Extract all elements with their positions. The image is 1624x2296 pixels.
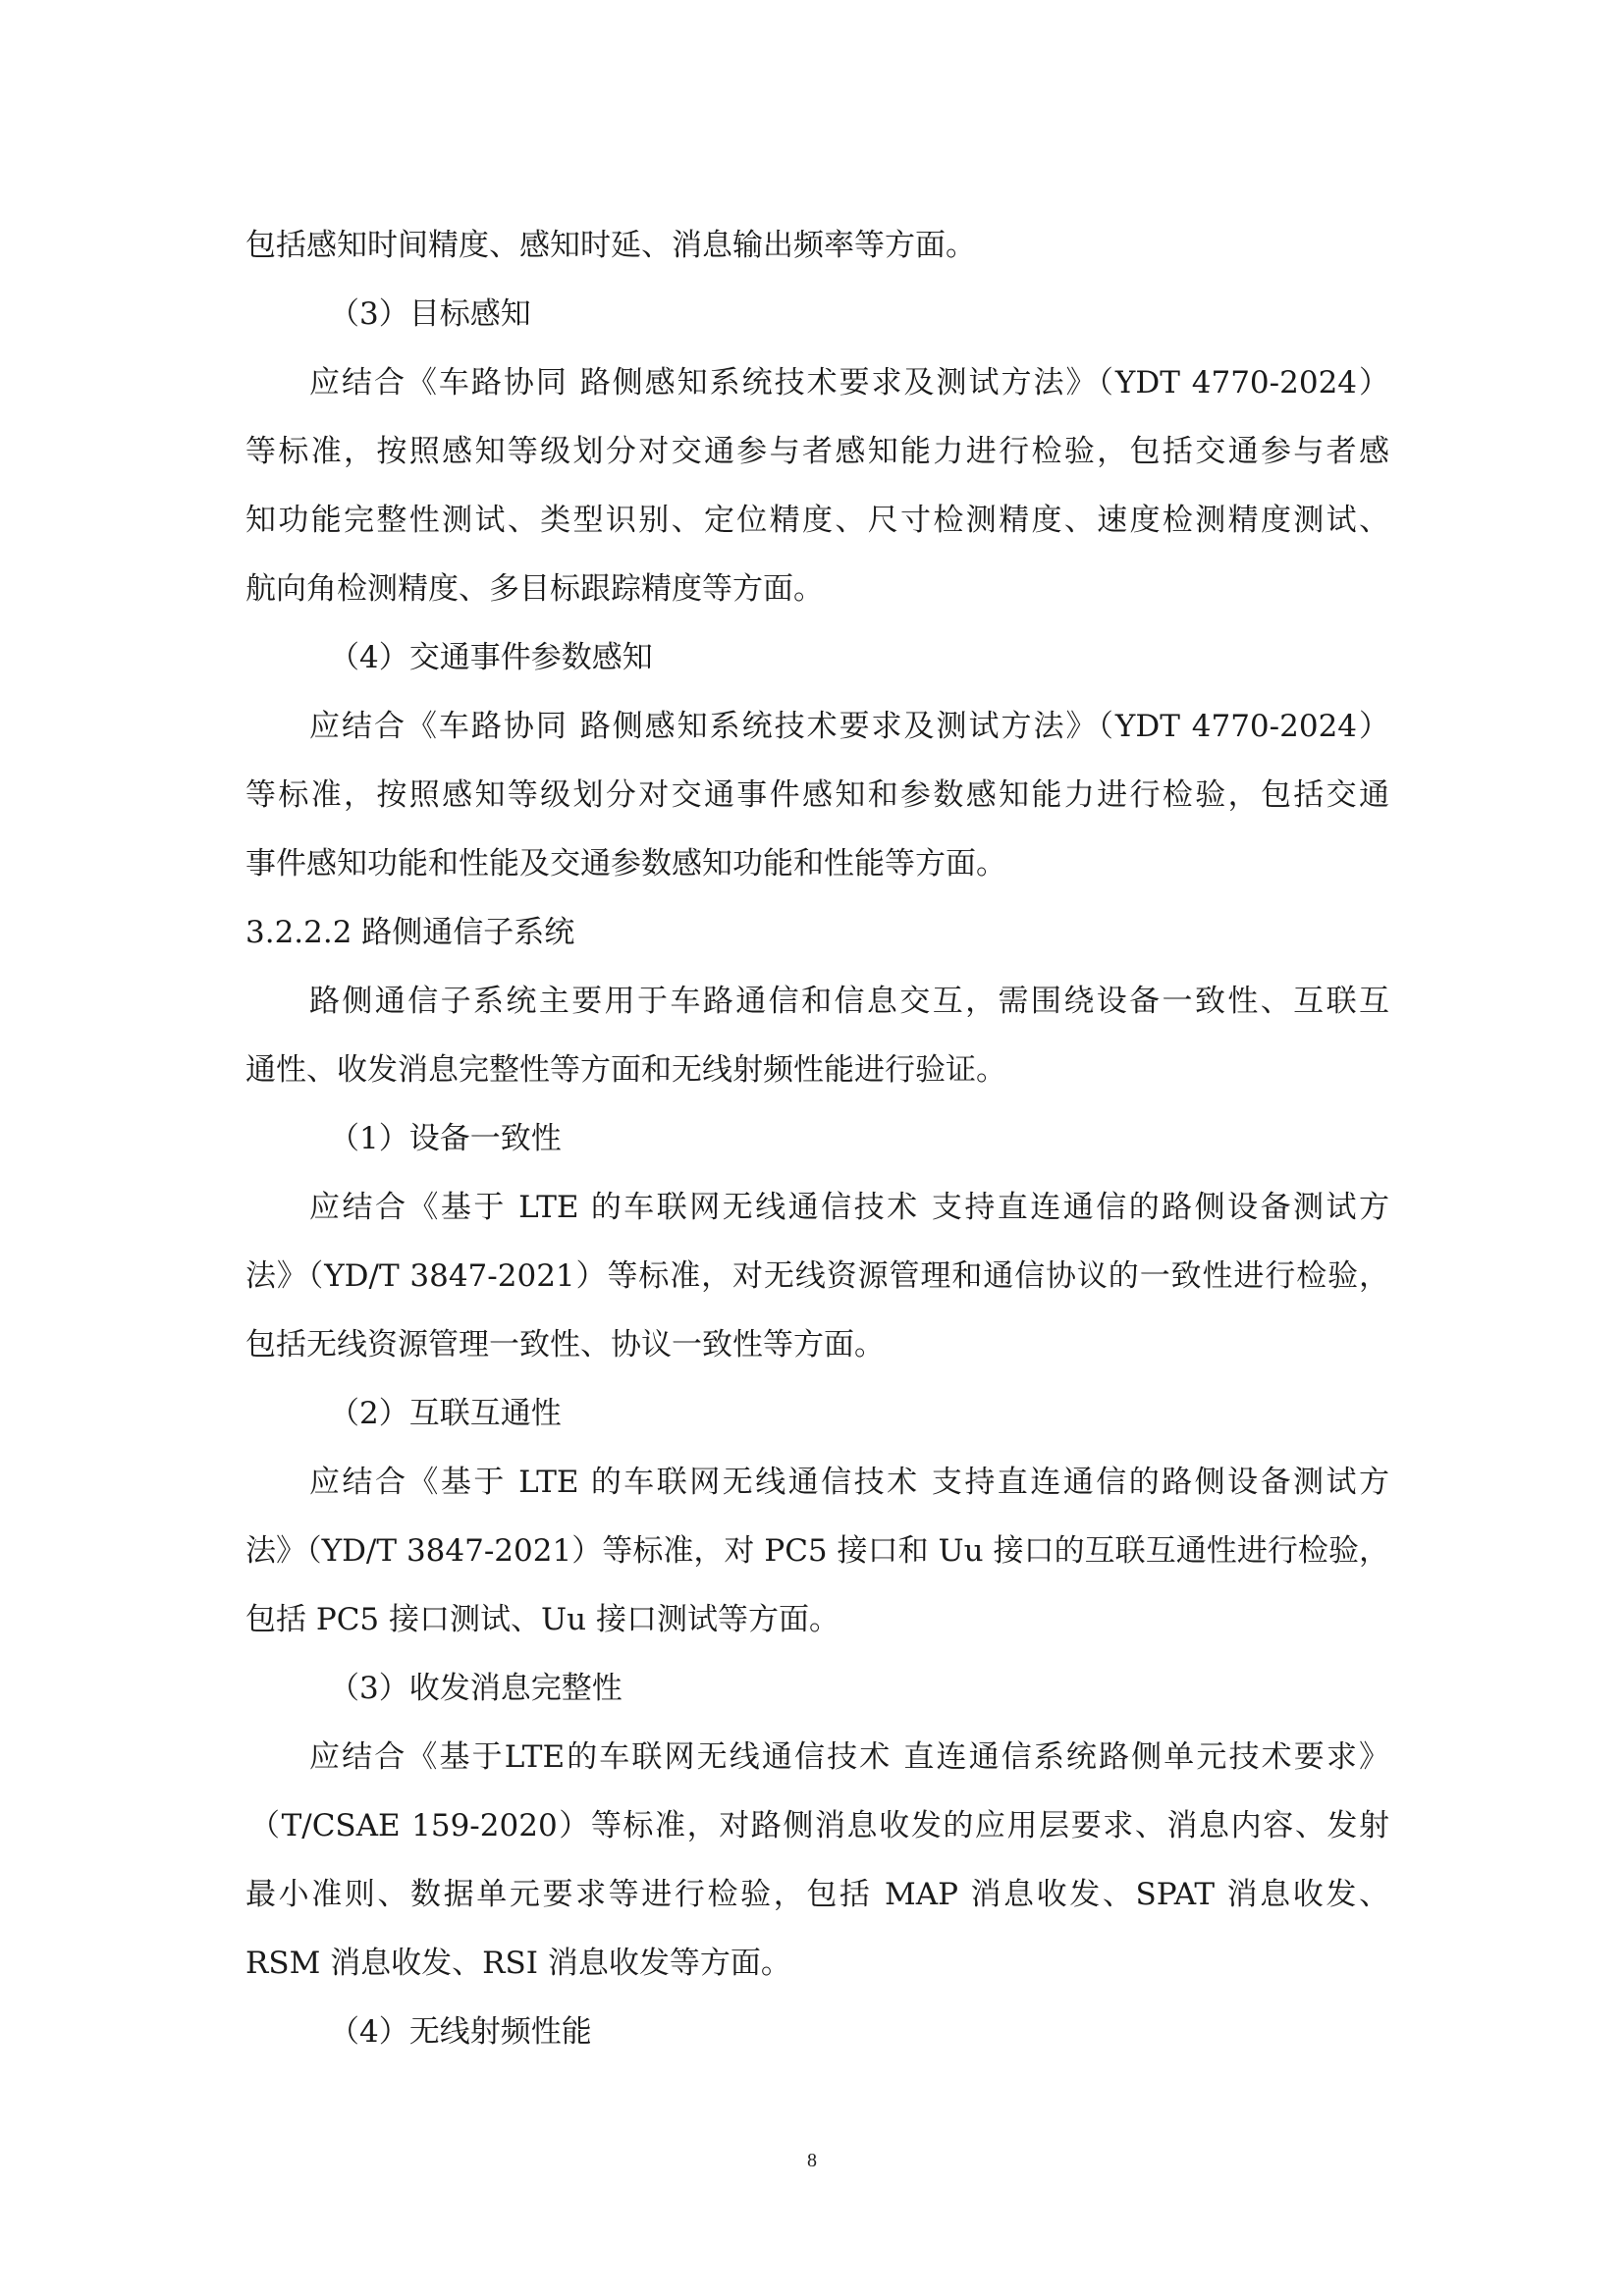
paragraph-line: 包括感知时间精度、感知时延、消息输出频率等方面。 <box>245 228 976 263</box>
paragraph-line: 包括 PC5 接口测试、Uu 接口测试等方面。 <box>245 1602 839 1637</box>
paragraph-line: 航向角检测精度、多目标跟踪精度等方面。 <box>245 571 824 607</box>
list-item-heading: （3）收发消息完整性 <box>329 1671 623 1706</box>
paragraph-line: （T/CSAE 159-2020）等标准，对路侧消息收发的应用层要求、消息内容、发射 <box>249 1808 1389 1843</box>
paragraph-line: 事件感知功能和性能及交通参数感知功能和性能等方面。 <box>245 846 1006 881</box>
list-item-heading: （3）目标感知 <box>329 296 531 332</box>
paragraph-line: 应结合《车路协同 路侧感知系统技术要求及测试方法》（YDT 4770-2024） <box>309 709 1389 744</box>
list-item-heading: （1）设备一致性 <box>329 1121 562 1156</box>
section-heading-line: 3.2.2.2 路侧通信子系统 <box>245 915 575 950</box>
paragraph-continuation <box>245 211 1389 280</box>
paragraph-interoperability <box>245 1448 1389 1654</box>
paragraph-line: 包括无线资源管理一致性、协议一致性等方面。 <box>245 1327 885 1362</box>
paragraph-line: 应结合《基于 LTE 的车联网无线通信技术 支持直连通信的路侧设备测试方 <box>309 1190 1389 1225</box>
document-body <box>245 211 1389 2066</box>
item-target-perception <box>245 280 1389 348</box>
paragraph-line: 应结合《车路协同 路侧感知系统技术要求及测试方法》（YDT 4770-2024） <box>309 365 1389 400</box>
item-interoperability <box>245 1379 1389 1448</box>
paragraph-line: 法》（YD/T 3847-2021）等标准，对无线资源管理和通信协议的一致性进行检验， <box>245 1258 1389 1294</box>
paragraph-line: 等标准，按照感知等级划分对交通事件感知和参数感知能力进行检验，包括交通 <box>245 777 1389 813</box>
paragraph-line: 应结合《基于LTE的车联网无线通信技术 直连通信系统路侧单元技术要求》 <box>309 1739 1389 1775</box>
item-traffic-event <box>245 623 1389 692</box>
paragraph-target-perception <box>245 348 1389 623</box>
section-heading-3-2-2-2 <box>245 898 1389 967</box>
list-item-heading: （4）无线射频性能 <box>329 2014 592 2050</box>
paragraph-line: 最小准则、数据单元要求等进行检验，包括 MAP 消息收发、SPAT 消息收发、 <box>245 1877 1389 1912</box>
list-item-heading: （2）互联互通性 <box>329 1396 562 1431</box>
item-device-consistency <box>245 1104 1389 1173</box>
paragraph-line: RSM 消息收发、RSI 消息收发等方面。 <box>245 1946 791 1981</box>
item-message-integrity <box>245 1654 1389 1723</box>
paragraph-roadside-comm <box>245 967 1389 1104</box>
paragraph-line: 应结合《基于 LTE 的车联网无线通信技术 支持直连通信的路侧设备测试方 <box>309 1465 1389 1500</box>
paragraph-line: 法》（YD/T 3847-2021）等标准，对 PC5 接口和 Uu 接口的互联互通性进行检验， <box>245 1533 1389 1569</box>
page-number: 8 <box>807 2150 817 2171</box>
paragraph-traffic-event <box>245 692 1389 898</box>
paragraph-line: 路侧通信子系统主要用于车路通信和信息交互，需围绕设备一致性、互联互 <box>309 984 1389 1019</box>
paragraph-line: 通性、收发消息完整性等方面和无线射频性能进行验证。 <box>245 1052 1006 1088</box>
item-rf-performance <box>245 1998 1389 2066</box>
paragraph-line: 等标准，按照感知等级划分对交通参与者感知能力进行检验，包括交通参与者感 <box>245 434 1389 469</box>
list-item-heading: （4）交通事件参数感知 <box>329 640 653 675</box>
paragraph-line: 知功能完整性测试、类型识别、定位精度、尺寸检测精度、速度检测精度测试、 <box>245 503 1389 538</box>
paragraph-message-integrity <box>245 1723 1389 1998</box>
paragraph-device-consistency <box>245 1173 1389 1379</box>
